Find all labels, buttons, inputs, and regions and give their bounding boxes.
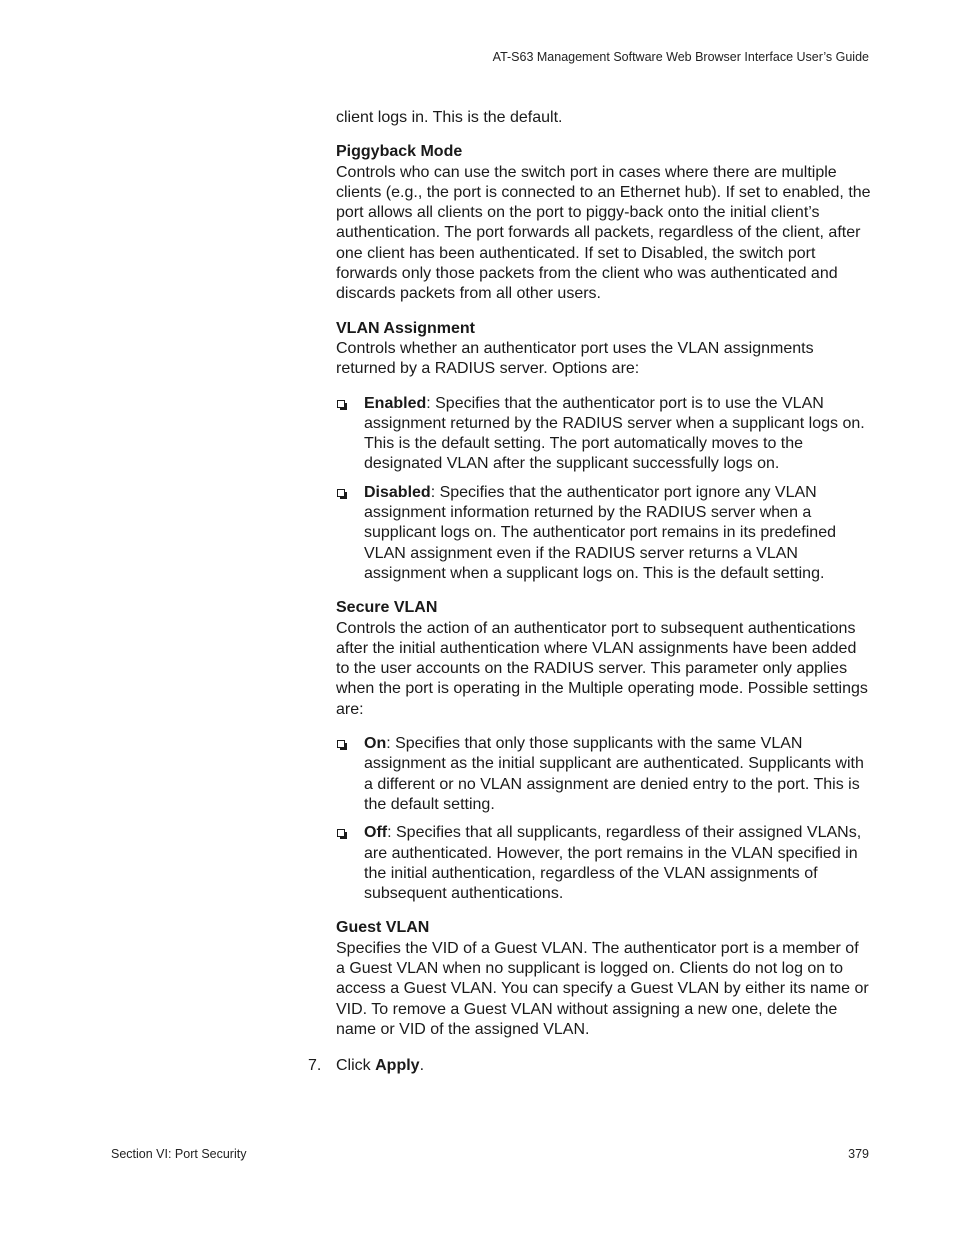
vlan-assignment-options [336, 394, 871, 585]
footer-page-number: 379 [848, 1147, 869, 1161]
option-item [336, 734, 871, 815]
step-prefix: Click [336, 1057, 376, 1074]
secure-vlan-heading: Secure VLAN [336, 599, 438, 617]
option-name: Disabled [364, 483, 431, 501]
piggyback-mode-block [336, 142, 871, 304]
option-item [336, 394, 871, 475]
option-text: : Specifies that all supplicants, regardless of their assigned VLANs, are authenticated. However, the port remains in the VLAN specified in the initial authentication, regardless of the VLAN assignments of subsequent authentications. [364, 824, 862, 903]
option-text: : Specifies that the authenticator port ignore any VLAN assignment information returned by the RADIUS server when a supplicant logs on. The authenticator port remains in its predefined VLAN assignment even if the RADIUS server returns a VLAN assignment when a supplicant logs on. This is the default setting. [364, 483, 836, 582]
footer-section-title: Section VI: Port Security [111, 1147, 247, 1161]
guest-vlan-block [336, 918, 871, 1040]
checkbox-bullet-icon [337, 829, 345, 837]
running-header-title: AT-S63 Management Software Web Browser Interface User’s Guide [492, 50, 869, 64]
option-text: : Specifies that the authenticator port is to use the VLAN assignment returned by the RADIUS server when a supplicant logs on. This is the default setting. The port automatically moves to the designated VLAN after the supplicant successfully logs on. [364, 394, 865, 473]
vlan-assignment-description: Controls whether an authenticator port uses the VLAN assignments returned by a RADIUS server. Options are: [336, 339, 814, 378]
option-name: On [364, 735, 387, 753]
step-number: 7. [308, 1057, 322, 1074]
checkbox-bullet-icon [337, 400, 345, 408]
vlan-assignment-block [336, 319, 871, 380]
secure-vlan-options [336, 734, 871, 904]
secure-vlan-block [336, 598, 871, 720]
checkbox-bullet-icon [337, 489, 345, 497]
piggyback-mode-heading: Piggyback Mode [336, 143, 463, 161]
piggyback-mode-description: Controls who can use the switch port in cases where there are multiple clients (e.g., the port is connected to an Ethernet hub). If set to enabled, the port allows all clients on the port to piggy-back onto the initial client’s authentication. The port forwards all packets, regardless of the client, after one client has been authenticated. If set to Disabled, the switch port forwards only those packets from the client who was authenticated and discards packets from all other users. [336, 163, 871, 303]
guest-vlan-heading: Guest VLAN [336, 919, 430, 937]
step-suffix: . [419, 1057, 425, 1074]
vlan-assignment-heading: VLAN Assignment [336, 319, 475, 337]
option-name: Off [364, 824, 388, 842]
option-item [336, 823, 871, 904]
intro-paragraph: client logs in. This is the default. [336, 109, 563, 126]
checkbox-bullet-icon [337, 740, 345, 748]
document-body [336, 108, 871, 1054]
secure-vlan-description: Controls the action of an authenticator port to subsequent authentications after the initial authentication where VLAN assignments have been added to the user accounts on the RADIUS server. This parameter only applies when the port is operating in the Multiple operating mode. Possible settings are: [336, 619, 868, 718]
option-item [336, 483, 871, 584]
guest-vlan-description: Specifies the VID of a Guest VLAN. The authenticator port is a member of a Guest VLAN when no supplicant is logged on. Clients do not log on to access a Guest VLAN. You can specify a Guest VLAN by either its name or VID. To remove a Guest VLAN without assigning a new one, delete the name or VID of the assigned VLAN. [336, 939, 869, 1038]
option-name: Enabled [364, 394, 427, 412]
apply-label: Apply [375, 1057, 420, 1074]
procedure-step [308, 1056, 424, 1076]
option-text: : Specifies that only those supplicants with the same VLAN assignment as the initial supplicant are authenticated. Supplicants with a different or no VLAN assignment are denied entry to the port. This is the default setting. [364, 735, 864, 813]
